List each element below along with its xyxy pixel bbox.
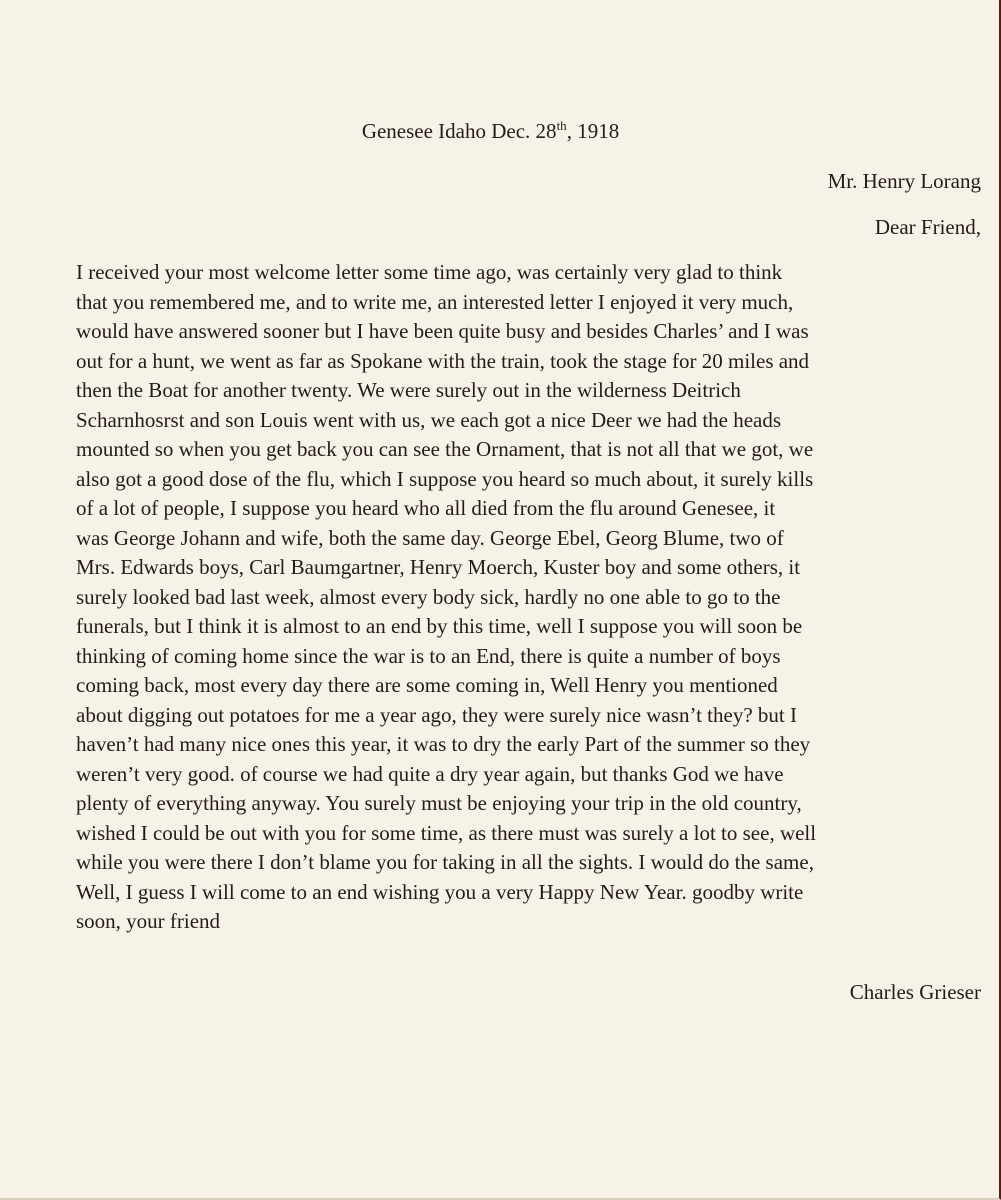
body-line: wished I could be out with you for some time, as there must was surely a lot to see, well: [76, 820, 817, 845]
body-line: Scharnhosrst and son Louis went with us, we each got a nice Deer we had the heads: [76, 407, 782, 432]
body-line: mounted so when you get back you can see the Ornament, that is not all that we got, we: [76, 437, 814, 461]
body-line: also got a good dose of the flu, which I suppose you heard so much about, it surely kills: [76, 466, 814, 491]
body-line: soon, your friend: [76, 909, 221, 933]
body-line: was George Johann and wife, both the same day. George Ebel, Georg Blume, two of: [76, 525, 784, 550]
salutation: Dear Friend,: [874, 215, 981, 239]
dateline-ordinal: th: [556, 118, 567, 133]
body-line: about digging out potatoes for me a year ago, they were surely nice wasn’t they? but I: [76, 702, 797, 727]
body-line: while you were there I don’t blame you for taking in all the sights. I would do the same,: [76, 850, 814, 874]
body-line: would have answered sooner but I have been quite busy and besides Charles’ and I was: [76, 319, 809, 343]
dateline-year: , 1918: [566, 119, 620, 143]
body-line: plenty of everything anyway. You surely must be enjoying your trip in the old country,: [76, 791, 802, 815]
body-line: thinking of coming home since the war is to an End, there is quite a number of boys: [76, 643, 781, 668]
body-line: Well, I guess I will come to an end wishing you a very Happy New Year. goodby write: [76, 879, 804, 904]
body-line: out for a hunt, we went as far as Spokane with the train, took the stage for 20 miles and: [76, 348, 810, 373]
body-line: of a lot of people, I suppose you heard who all died from the flu around Genesee, it: [76, 496, 776, 520]
body-line: surely looked bad last week, almost every body sick, hardly no one able to go to the: [76, 584, 781, 609]
dateline-place-date: Genesee Idaho Dec. 28: [361, 119, 557, 143]
body-line: Mrs. Edwards boys, Carl Baumgartner, Henry Moerch, Kuster boy and some others, it: [76, 555, 801, 579]
signature: Charles Grieser: [849, 980, 981, 1004]
body-line: haven’t had many nice ones this year, it was to dry the early Part of the summer so they: [76, 732, 811, 756]
body-line: coming back, most every day there are some coming in, Well Henry you mentioned: [76, 673, 778, 697]
addressee: Mr. Henry Lorang: [827, 169, 981, 193]
body-line: that you remembered me, and to write me, an interested letter I enjoyed it very much,: [76, 289, 794, 314]
letter-body: [76, 258, 988, 937]
body-line: I received your most welcome letter some time ago, was certainly very glad to think: [76, 260, 783, 284]
body-line: then the Boat for another twenty. We were surely out in the wilderness Deitrich: [76, 378, 741, 402]
body-line: funerals, but I think it is almost to an end by this time, well I suppose you will soon be: [76, 614, 803, 638]
body-line: weren’t very good. of course we had quite a dry year again, but thanks God we have: [76, 761, 784, 786]
dateline: [0, 118, 981, 144]
